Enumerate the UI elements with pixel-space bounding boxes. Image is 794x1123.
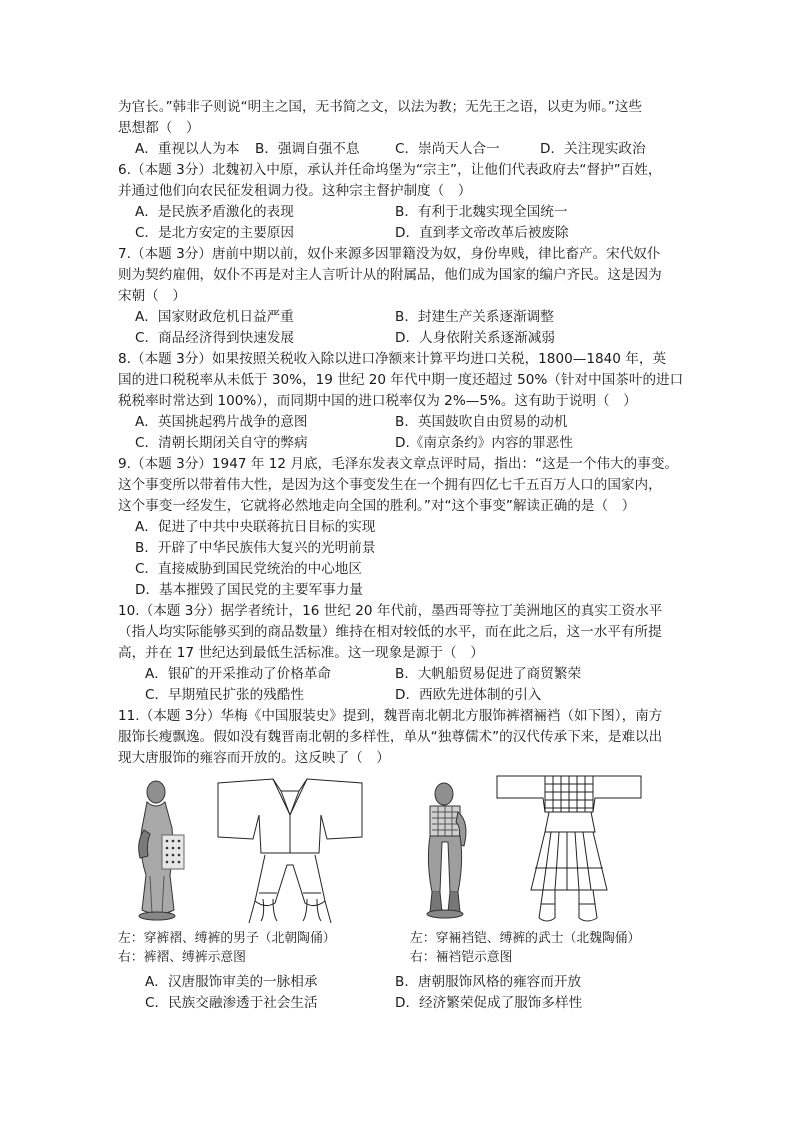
q7-option-b[interactable]: B．封建生产关系逐渐调整 xyxy=(395,309,554,325)
q5-option-b[interactable]: B．强调自强不息 xyxy=(255,141,360,157)
q11-option-d[interactable]: D．经济繁荣促成了服饰多样性 xyxy=(395,995,583,1011)
q6-option-b[interactable]: B．有利于北魏实现全国统一 xyxy=(395,204,568,220)
q5-option-c[interactable]: C．崇尚天人合一 xyxy=(395,141,500,157)
q9-stem-line-3: 这个事变一经发生，它就将必然地走向全国的胜利。”对“这个事变”解读正确的是（ ） xyxy=(118,498,636,514)
figure-caption-left-1: 左：穿裤褶、缚裤的男子（北朝陶俑） xyxy=(118,931,336,946)
figure-caption-left-2: 右：裤褶、缚裤示意图 xyxy=(118,950,246,965)
q9-stem-line-1: 9.（本题 3分）1947 年 12 月底，毛泽东发表文章点评时局，指出：“这是一个伟大的事变。 xyxy=(118,456,679,472)
kuzhe-fuku-diagram xyxy=(215,775,365,925)
q8-option-c[interactable]: C．清朝长期闭关自守的弊病 xyxy=(135,435,308,451)
q7-stem-line-1: 7.（本题 3分）唐前中期以前，奴仆来源多因罪籍没为奴，身份卑贱，律比畜产。宋代奴仆 xyxy=(118,246,661,262)
q7-stem-line-3: 宋朝（ ） xyxy=(118,288,186,304)
q5-option-d[interactable]: D．关注现实政治 xyxy=(540,141,646,157)
q8-stem-line-2: 国的进口税税率从未低于 30%，19 世纪 20 年代中期一度还超过 50%（针对中国茶叶的进口 xyxy=(118,372,684,388)
q8-option-a[interactable]: A．英国挑起鸦片战争的意图 xyxy=(135,414,308,430)
q7-option-a[interactable]: A．国家财政危机日益严重 xyxy=(135,309,294,325)
q7-stem-line-2: 则为契约雇佣，奴仆不再是对主人言听计从的附属品，他们成为国家的编户齐民。这是因为 xyxy=(118,267,662,283)
q10-option-c[interactable]: C．早期殖民扩张的残酷性 xyxy=(145,687,305,703)
q9-option-a[interactable]: A．促进了中共中央联蒋抗日目标的实现 xyxy=(135,519,376,535)
q10-option-a[interactable]: A．银矿的开采推动了价格革命 xyxy=(145,666,332,682)
q8-stem-line-3: 税税率时常达到 100%），而同期中国的进口税率仅为 2%—5%。这有助于说明（ ） xyxy=(118,393,637,409)
q8-option-b[interactable]: B．英国鼓吹自由贸易的动机 xyxy=(395,414,568,430)
q9-option-b[interactable]: B．开辟了中华民族伟大复兴的光明前景 xyxy=(135,540,376,556)
q6-stem-line-1: 6.（本题 3分）北魏初入中原，承认并任命坞堡为“宗主”，让他们代表政府去“督护”百姓， xyxy=(118,162,662,178)
q5-option-a[interactable]: A．重视以人为本 xyxy=(135,141,240,157)
q11-stem-line-1: 11.（本题 3分）华梅《中国服装史》提到，魏晋南北朝北方服饰裤褶裲裆（如下图），南方 xyxy=(118,708,663,724)
q11-stem-line-2: 服饰长瘦飘逸。假如没有魏晋南北朝的多样性，单从“独尊儒术”的汉代传承下来，是难以出 xyxy=(118,729,663,745)
q11-option-c[interactable]: C．民族交融渗透于社会生活 xyxy=(145,995,318,1011)
intro-line-1: 为官长。”韩非子则说“明主之国，无书简之文，以法为教；无先王之语，以吏为师。”这些 xyxy=(118,99,643,115)
q10-option-d[interactable]: D．西欧先进体制的引入 xyxy=(395,687,542,703)
figurine-northern-dynasty-man xyxy=(128,780,190,922)
figurine-northern-wei-warrior xyxy=(418,782,476,920)
liangdang-armor-diagram xyxy=(495,768,643,928)
q10-option-b[interactable]: B．大帆船贸易促进了商贸繁荣 xyxy=(395,666,582,682)
q9-stem-line-2: 这个事变所以带着伟大性，是因为这个事变发生在一个拥有四亿七千五百万人口的国家内， xyxy=(118,477,662,493)
q10-stem-line-2: （指人均实际能够买到的商品数量）维持在相对较低的水平，而在此之后，这一水平有所提 xyxy=(118,624,662,640)
q6-option-d[interactable]: D．直到孝文帝改革后被废除 xyxy=(395,225,569,241)
q8-stem-line-1: 8.（本题 3分）如果按照关税收入除以进口净额来计算平均进口关税，1800—1840 年，英 xyxy=(118,351,667,367)
q11-option-b[interactable]: B．唐朝服饰风格的雍容而开放 xyxy=(395,974,582,990)
q11-stem-line-3: 现大唐服饰的雍容而开放的。这反映了（ ） xyxy=(118,750,390,766)
q9-option-c[interactable]: C．直接威胁到国民党统治的中心地区 xyxy=(135,561,362,577)
q10-stem-line-1: 10.（本题 3分）据学者统计，16 世纪 20 年代前，墨西哥等拉丁美洲地区的真实工资水平 xyxy=(118,603,663,619)
q6-option-a[interactable]: A．是民族矛盾激化的表现 xyxy=(135,204,294,220)
q7-option-c[interactable]: C．商品经济得到快速发展 xyxy=(135,330,295,346)
figure-caption-right-1: 左：穿裲裆铠、缚裤的武士（北魏陶俑） xyxy=(410,931,641,946)
q9-option-d[interactable]: D．基本摧毁了国民党的主要军事力量 xyxy=(135,582,363,598)
q8-option-d[interactable]: D.《南京条约》内容的罪恶性 xyxy=(395,435,573,451)
q7-option-d[interactable]: D．人身依附关系逐渐减弱 xyxy=(395,330,555,346)
q10-stem-line-3: 高，并在 17 世纪达到最低生活标准。这一现象是源于（ ） xyxy=(118,645,484,661)
figure-caption-right-2: 右：裲裆铠示意图 xyxy=(410,950,513,965)
intro-line-2: 思想都（ ） xyxy=(118,120,200,136)
q6-stem-line-2: 并通过他们向农民征发租调力役。这种宗主督护制度（ ） xyxy=(118,183,472,199)
q11-option-a[interactable]: A．汉唐服饰审美的一脉相承 xyxy=(145,974,318,990)
q6-option-c[interactable]: C．是北方安定的主要原因 xyxy=(135,225,295,241)
